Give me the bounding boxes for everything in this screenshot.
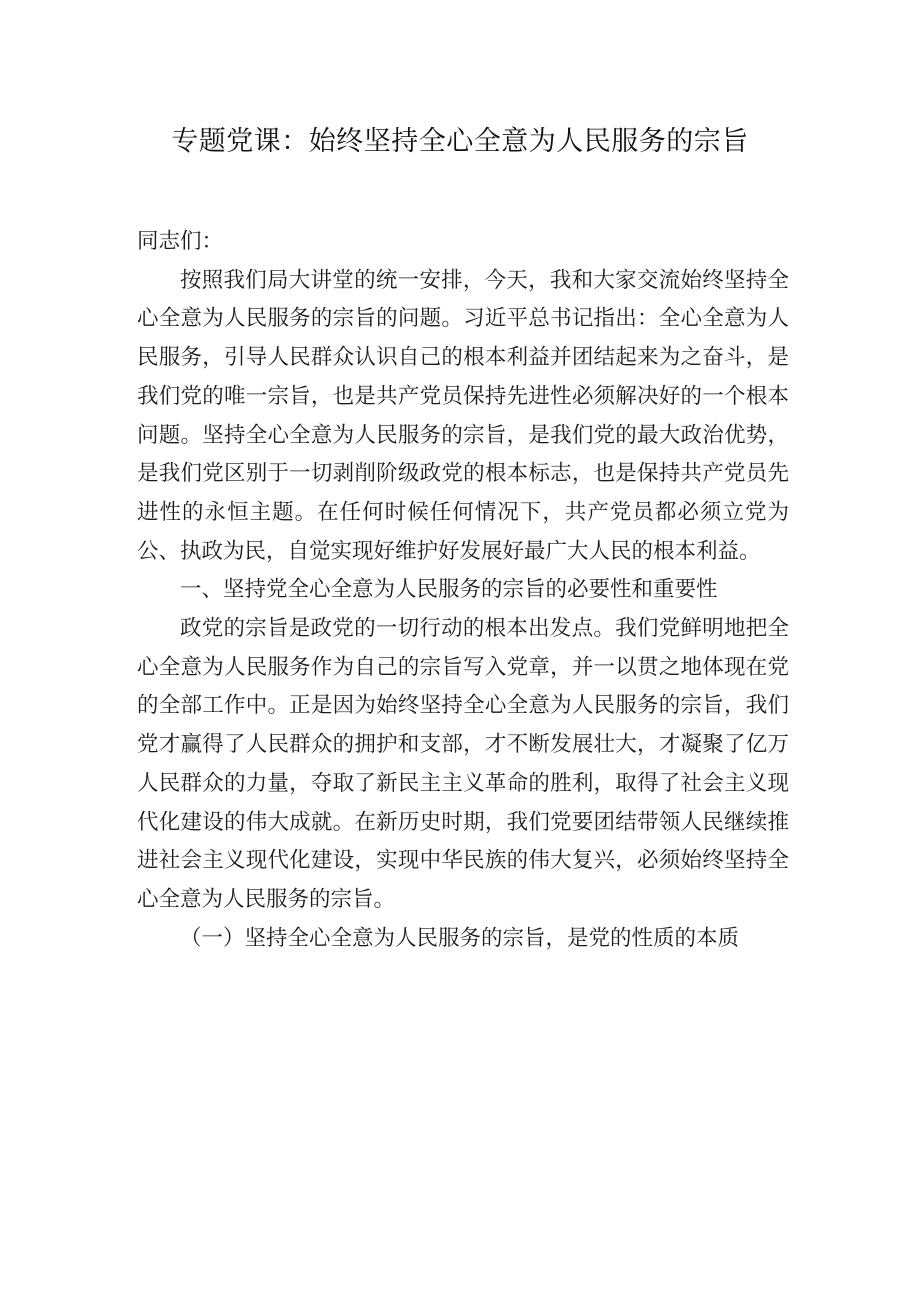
document-body [137, 223, 789, 958]
subsection-heading-1: （一）坚持全心全意为人民服务的宗旨，是党的性质的本质 [180, 925, 740, 951]
section-heading-1: 一、坚持党全心全意为人民服务的宗旨的必要性和重要性 [180, 577, 718, 603]
salutation: 同志们： [137, 229, 224, 254]
document-title: 专题党课：始终坚持全心全意为人民服务的宗旨 [171, 126, 749, 157]
paragraph-intro: 按照我们局大讲堂的统一安排，今天，我和大家交流始终坚持全心全意为人民服务的宗旨的问题。习近平总书记指出：全心全意为人民服务，引导人民群众认识自己的根本利益并团结起来为之奋斗，是我们党的唯一宗旨，也是共产党员保持先进性必须解决好的一个根本问题。坚持全心全意为人民服务的宗旨，是我们党的最大政治优势，是我们党区别于一切剥削阶级政党的根本标志，也是保持共产党员先进性的永恒主题。在任何时候任何情况下，共产党员都必须立党为公、执政为民，自觉实现好维护好发展好最广大人民的根本利益。 [137, 267, 789, 564]
paragraph-section-1: 政党的宗旨是政党的一切行动的根本出发点。我们党鲜明地把全心全意为人民服务作为自己的宗旨写入党章，并一以贯之地体现在党的全部工作中。正是因为始终坚持全心全意为人民服务的宗旨，我们党才赢得了人民群众的拥护和支部，才不断发展壮大，才凝聚了亿万人民群众的力量，夺取了新民主主义革命的胜利，取得了社会主义现代化建设的伟大成就。在新历史时期，我们党要团结带领人民继续推进社会主义现代化建设，实现中华民族的伟大复兴，必须始终坚持全心全意为人民服务的宗旨。 [137, 616, 789, 912]
